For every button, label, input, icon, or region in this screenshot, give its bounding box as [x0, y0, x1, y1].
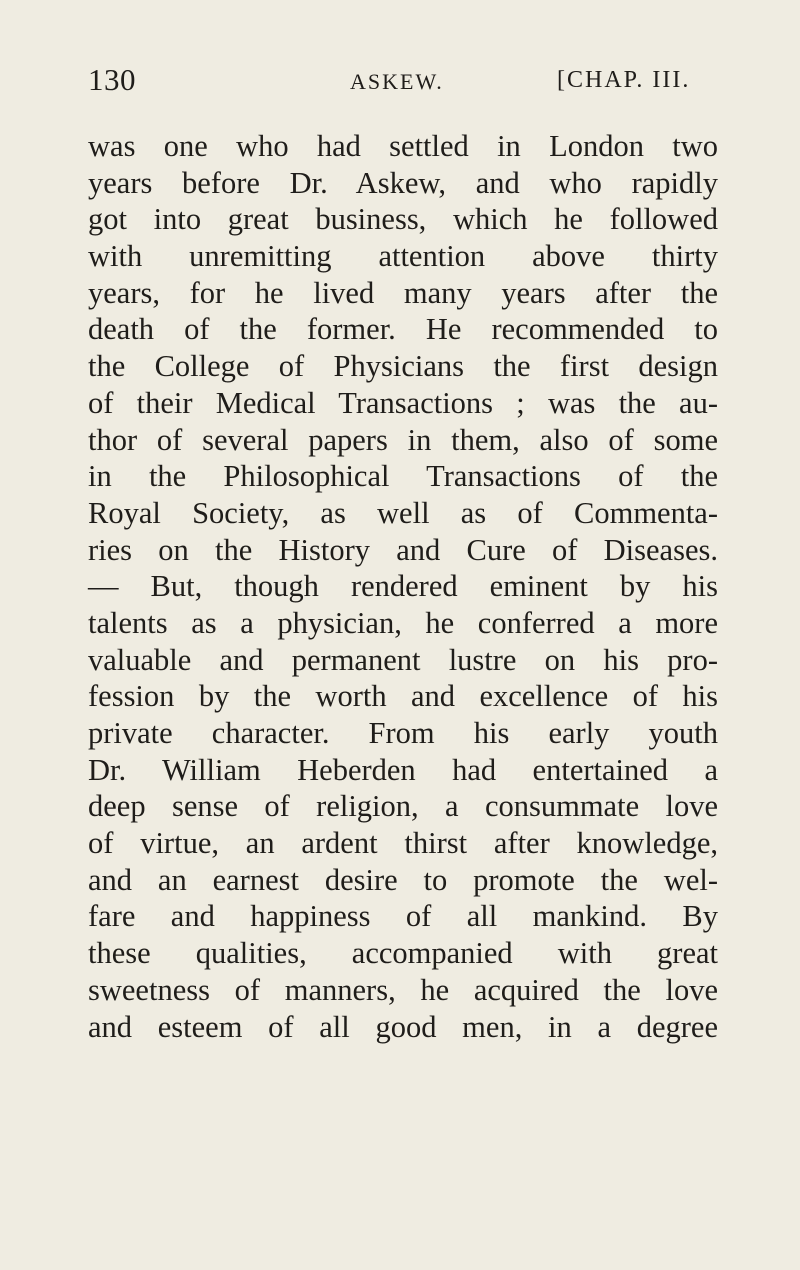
page-number: 130 [88, 62, 136, 97]
text-line: of virtue, an ardent thirst after knowledge, [88, 826, 718, 861]
text-line: deep sense of religion, a consummate love [88, 789, 718, 824]
text-line: was one who had settled in London two [88, 129, 718, 163]
text-line: private character. From his early youth [88, 716, 718, 750]
text-line: sweetness of manners, he acquired the love [88, 972, 718, 1007]
text-line: valuable and permanent lustre on his pro- [88, 642, 718, 677]
text-line: of their Medical Transactions ; was the au- [88, 385, 718, 420]
text-line: death of the former. He recommended to [88, 312, 718, 347]
running-title: ASKEW. [350, 69, 444, 94]
running-head [0, 62, 800, 102]
text-line: got into great business, which he followed [88, 202, 718, 237]
text-line: Dr. William Heberden had entertained a [88, 752, 718, 787]
text-line: with unremitting attention above thirty [88, 239, 718, 274]
text-line: thor of several papers in them, also of some [88, 422, 718, 457]
text-line: ries on the History and Cure of Diseases. [88, 532, 718, 567]
text-line: fession by the worth and excellence of his [88, 679, 718, 714]
text-line: and an earnest desire to promote the wel- [88, 862, 718, 897]
text-line: talents as a physician, he conferred a more [88, 605, 718, 640]
text-line: Royal Society, as well as of Commenta- [88, 495, 718, 530]
text-line: the College of Physicians the first design [88, 349, 718, 384]
text-line: and esteem of all good men, in a degree [88, 1009, 718, 1044]
text-line: — But, though rendered eminent by his [88, 569, 718, 604]
chapter-label: [CHAP. III. [557, 67, 691, 93]
body-text [88, 128, 718, 1045]
text-line: in the Philosophical Transactions of the [88, 459, 718, 494]
text-line: fare and happiness of all mankind. By [88, 899, 718, 934]
text-line: these qualities, accompanied with great [88, 936, 718, 971]
text-line: years, for he lived many years after the [88, 275, 718, 310]
text-line: years before Dr. Askew, and who rapidly [88, 165, 718, 200]
